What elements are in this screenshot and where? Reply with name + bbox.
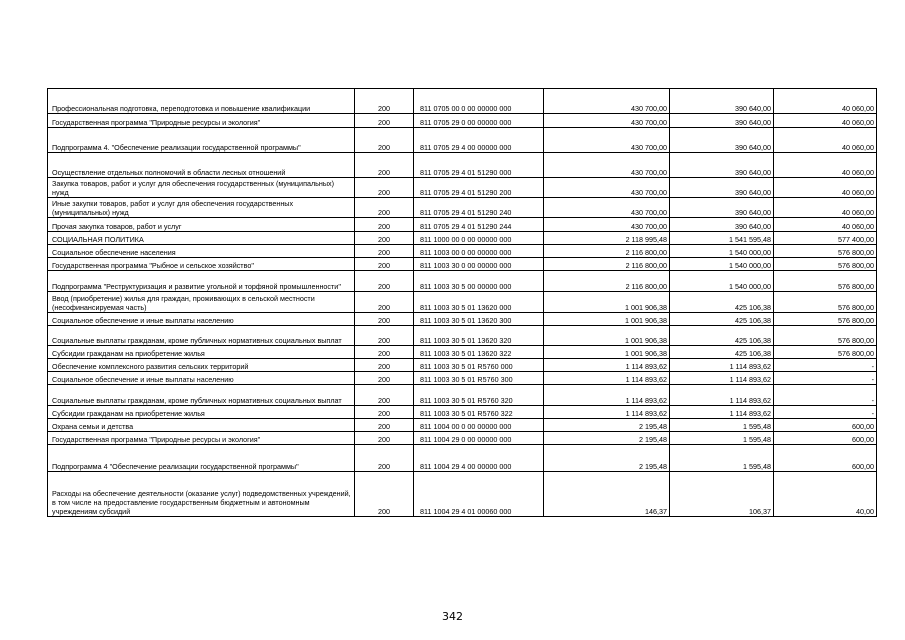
row-name-cell: Прочая закупка товаров, работ и услуг: [48, 218, 355, 232]
row-approved-cell: 2 116 800,00: [544, 245, 670, 258]
row-approved-cell: 146,37: [544, 472, 670, 517]
row-kbk-cell: 811 1003 30 5 01 13620 322: [414, 346, 544, 359]
row-unexecuted-cell: 576 800,00: [774, 326, 877, 346]
row-name-cell: Расходы на обеспечение деятельности (оказание услуг) подведомственных учреждений, в том числе на предоставление государственным бюджетным и автономным учреждениям субсидий: [48, 472, 355, 517]
table-row: [48, 128, 877, 153]
row-approved-cell: 2 118 995,48: [544, 232, 670, 245]
row-executed-cell: 425 106,38: [670, 313, 774, 326]
row-kbk-cell: 811 1003 30 5 00 00000 000: [414, 271, 544, 292]
row-unexecuted-cell: 576 800,00: [774, 346, 877, 359]
row-approved-cell: 430 700,00: [544, 114, 670, 128]
row-code-cell: 200: [355, 385, 414, 406]
row-executed-cell: 1 114 893,62: [670, 385, 774, 406]
row-approved-cell: 2 195,48: [544, 432, 670, 445]
row-executed-cell: 425 106,38: [670, 346, 774, 359]
row-executed-cell: 1 114 893,62: [670, 406, 774, 419]
table-row: [48, 89, 877, 114]
table-row: [48, 372, 877, 385]
row-name-cell: Обеспечение комплексного развития сельских территорий: [48, 359, 355, 372]
table-row: [48, 178, 877, 198]
row-code-cell: 200: [355, 245, 414, 258]
row-code-cell: 200: [355, 472, 414, 517]
table-row: [48, 271, 877, 292]
row-name-cell: Социальные выплаты гражданам, кроме публичных нормативных социальных выплат: [48, 326, 355, 346]
row-approved-cell: 2 195,48: [544, 445, 670, 472]
row-kbk-cell: 811 1003 30 5 01 13620 000: [414, 292, 544, 313]
row-executed-cell: 1 540 000,00: [670, 271, 774, 292]
row-kbk-cell: 811 0705 29 4 00 00000 000: [414, 128, 544, 153]
row-approved-cell: 1 001 906,38: [544, 326, 670, 346]
row-code-cell: 200: [355, 432, 414, 445]
row-name-cell: СОЦИАЛЬНАЯ ПОЛИТИКА: [48, 232, 355, 245]
table-row: [48, 346, 877, 359]
row-name-cell: Иные закупки товаров, работ и услуг для обеспечения государственных (муниципальных) нужд: [48, 198, 355, 218]
page-number: 342: [442, 610, 463, 623]
table-row: [48, 258, 877, 271]
row-name-cell: Закупка товаров, работ и услуг для обеспечения государственных (муниципальных) нужд: [48, 178, 355, 198]
row-approved-cell: 2 195,48: [544, 419, 670, 432]
row-code-cell: 200: [355, 292, 414, 313]
row-kbk-cell: 811 1004 00 0 00 00000 000: [414, 419, 544, 432]
row-kbk-cell: 811 0705 00 0 00 00000 000: [414, 89, 544, 114]
table-row: [48, 385, 877, 406]
row-name-cell: Подпрограмма "Реструктуризация и развитие угольной и торфяной промышленности": [48, 271, 355, 292]
row-unexecuted-cell: -: [774, 385, 877, 406]
row-executed-cell: 390 640,00: [670, 198, 774, 218]
table-row: [48, 406, 877, 419]
row-code-cell: 200: [355, 406, 414, 419]
row-approved-cell: 1 001 906,38: [544, 346, 670, 359]
row-unexecuted-cell: 40 060,00: [774, 178, 877, 198]
row-approved-cell: 430 700,00: [544, 218, 670, 232]
row-name-cell: Субсидии гражданам на приобретение жилья: [48, 406, 355, 419]
row-executed-cell: 1 114 893,62: [670, 359, 774, 372]
row-approved-cell: 1 114 893,62: [544, 406, 670, 419]
row-executed-cell: 390 640,00: [670, 89, 774, 114]
budget-table: [47, 88, 877, 517]
table-row: [48, 445, 877, 472]
table-row: [48, 472, 877, 517]
row-executed-cell: 1 540 000,00: [670, 258, 774, 271]
row-name-cell: Субсидии гражданам на приобретение жилья: [48, 346, 355, 359]
row-approved-cell: 1 001 906,38: [544, 313, 670, 326]
row-unexecuted-cell: 576 800,00: [774, 313, 877, 326]
table-row: [48, 313, 877, 326]
row-unexecuted-cell: -: [774, 359, 877, 372]
row-name-cell: Государственная программа "Природные ресурсы и экология": [48, 432, 355, 445]
row-executed-cell: 390 640,00: [670, 153, 774, 178]
row-name-cell: Государственная программа "Природные ресурсы и экология": [48, 114, 355, 128]
row-approved-cell: 1 114 893,62: [544, 359, 670, 372]
table-row: [48, 359, 877, 372]
row-code-cell: 200: [355, 153, 414, 178]
table-row: [48, 292, 877, 313]
row-kbk-cell: 811 0705 29 0 00 00000 000: [414, 114, 544, 128]
row-executed-cell: 106,37: [670, 472, 774, 517]
row-executed-cell: 1 595,48: [670, 419, 774, 432]
row-executed-cell: 1 595,48: [670, 432, 774, 445]
row-unexecuted-cell: 40 060,00: [774, 128, 877, 153]
row-executed-cell: 1 540 000,00: [670, 245, 774, 258]
table-row: [48, 153, 877, 178]
row-unexecuted-cell: 40 060,00: [774, 153, 877, 178]
row-approved-cell: 2 116 800,00: [544, 271, 670, 292]
row-code-cell: 200: [355, 419, 414, 432]
row-name-cell: Социальные выплаты гражданам, кроме публичных нормативных социальных выплат: [48, 385, 355, 406]
row-code-cell: 200: [355, 359, 414, 372]
table-row: [48, 245, 877, 258]
row-executed-cell: 425 106,38: [670, 292, 774, 313]
table-row: [48, 419, 877, 432]
row-kbk-cell: 811 0705 29 4 01 51290 244: [414, 218, 544, 232]
row-code-cell: 200: [355, 346, 414, 359]
row-unexecuted-cell: 40 060,00: [774, 114, 877, 128]
row-code-cell: 200: [355, 258, 414, 271]
row-unexecuted-cell: 40 060,00: [774, 218, 877, 232]
row-kbk-cell: 811 0705 29 4 01 51290 200: [414, 178, 544, 198]
row-approved-cell: 430 700,00: [544, 198, 670, 218]
row-unexecuted-cell: 576 800,00: [774, 245, 877, 258]
row-unexecuted-cell: 576 800,00: [774, 271, 877, 292]
row-kbk-cell: 811 1004 29 4 01 00060 000: [414, 472, 544, 517]
row-code-cell: 200: [355, 372, 414, 385]
table-row: [48, 326, 877, 346]
row-unexecuted-cell: 40,00: [774, 472, 877, 517]
row-executed-cell: 390 640,00: [670, 178, 774, 198]
row-name-cell: Подпрограмма 4 "Обеспечение реализации государственной программы": [48, 445, 355, 472]
row-executed-cell: 1 541 595,48: [670, 232, 774, 245]
row-unexecuted-cell: -: [774, 372, 877, 385]
row-executed-cell: 390 640,00: [670, 218, 774, 232]
row-approved-cell: 1 001 906,38: [544, 292, 670, 313]
row-executed-cell: 390 640,00: [670, 128, 774, 153]
row-code-cell: 200: [355, 445, 414, 472]
row-code-cell: 200: [355, 271, 414, 292]
row-code-cell: 200: [355, 232, 414, 245]
row-approved-cell: 2 116 800,00: [544, 258, 670, 271]
row-approved-cell: 430 700,00: [544, 153, 670, 178]
row-name-cell: Охрана семьи и детства: [48, 419, 355, 432]
row-kbk-cell: 811 1003 30 0 00 00000 000: [414, 258, 544, 271]
row-kbk-cell: 811 0705 29 4 01 51290 240: [414, 198, 544, 218]
row-kbk-cell: 811 1004 29 4 00 00000 000: [414, 445, 544, 472]
row-kbk-cell: 811 1003 30 5 01 13620 300: [414, 313, 544, 326]
row-name-cell: Осуществление отдельных полномочий в области лесных отношений: [48, 153, 355, 178]
row-executed-cell: 1 114 893,62: [670, 372, 774, 385]
table-row: [48, 198, 877, 218]
row-code-cell: 200: [355, 313, 414, 326]
row-approved-cell: 1 114 893,62: [544, 372, 670, 385]
row-executed-cell: 425 106,38: [670, 326, 774, 346]
row-unexecuted-cell: 576 800,00: [774, 258, 877, 271]
row-name-cell: Государственная программа "Рыбное и сельское хозяйство": [48, 258, 355, 271]
row-unexecuted-cell: 40 060,00: [774, 89, 877, 114]
row-name-cell: Ввод (приобретение) жилья для граждан, проживающих в сельской местности (несофинансируемая часть): [48, 292, 355, 313]
row-unexecuted-cell: 600,00: [774, 419, 877, 432]
row-kbk-cell: 811 0705 29 4 01 51290 000: [414, 153, 544, 178]
row-kbk-cell: 811 1003 30 5 01 R5760 320: [414, 385, 544, 406]
row-unexecuted-cell: 576 800,00: [774, 292, 877, 313]
row-code-cell: 200: [355, 218, 414, 232]
row-code-cell: 200: [355, 128, 414, 153]
row-unexecuted-cell: 577 400,00: [774, 232, 877, 245]
row-code-cell: 200: [355, 178, 414, 198]
row-kbk-cell: 811 1000 00 0 00 00000 000: [414, 232, 544, 245]
row-unexecuted-cell: 40 060,00: [774, 198, 877, 218]
row-code-cell: 200: [355, 114, 414, 128]
row-kbk-cell: 811 1004 29 0 00 00000 000: [414, 432, 544, 445]
row-name-cell: Социальное обеспечение и иные выплаты населению: [48, 372, 355, 385]
table-row: [48, 114, 877, 128]
row-kbk-cell: 811 1003 30 5 01 R5760 000: [414, 359, 544, 372]
row-kbk-cell: 811 1003 30 5 01 R5760 322: [414, 406, 544, 419]
row-kbk-cell: 811 1003 00 0 00 00000 000: [414, 245, 544, 258]
table-row: [48, 218, 877, 232]
row-approved-cell: 430 700,00: [544, 128, 670, 153]
row-kbk-cell: 811 1003 30 5 01 13620 320: [414, 326, 544, 346]
table-row: [48, 432, 877, 445]
row-unexecuted-cell: 600,00: [774, 445, 877, 472]
row-approved-cell: 430 700,00: [544, 89, 670, 114]
row-executed-cell: 1 595,48: [670, 445, 774, 472]
row-approved-cell: 430 700,00: [544, 178, 670, 198]
table-row: [48, 232, 877, 245]
row-name-cell: Подпрограмма 4. "Обеспечение реализации государственной программы": [48, 128, 355, 153]
row-code-cell: 200: [355, 326, 414, 346]
row-code-cell: 200: [355, 89, 414, 114]
row-executed-cell: 390 640,00: [670, 114, 774, 128]
row-code-cell: 200: [355, 198, 414, 218]
row-approved-cell: 1 114 893,62: [544, 385, 670, 406]
row-name-cell: Социальное обеспечение населения: [48, 245, 355, 258]
row-name-cell: Социальное обеспечение и иные выплаты населению: [48, 313, 355, 326]
row-name-cell: Профессиональная подготовка, переподготовка и повышение квалификации: [48, 89, 355, 114]
row-unexecuted-cell: 600,00: [774, 432, 877, 445]
row-kbk-cell: 811 1003 30 5 01 R5760 300: [414, 372, 544, 385]
row-unexecuted-cell: -: [774, 406, 877, 419]
